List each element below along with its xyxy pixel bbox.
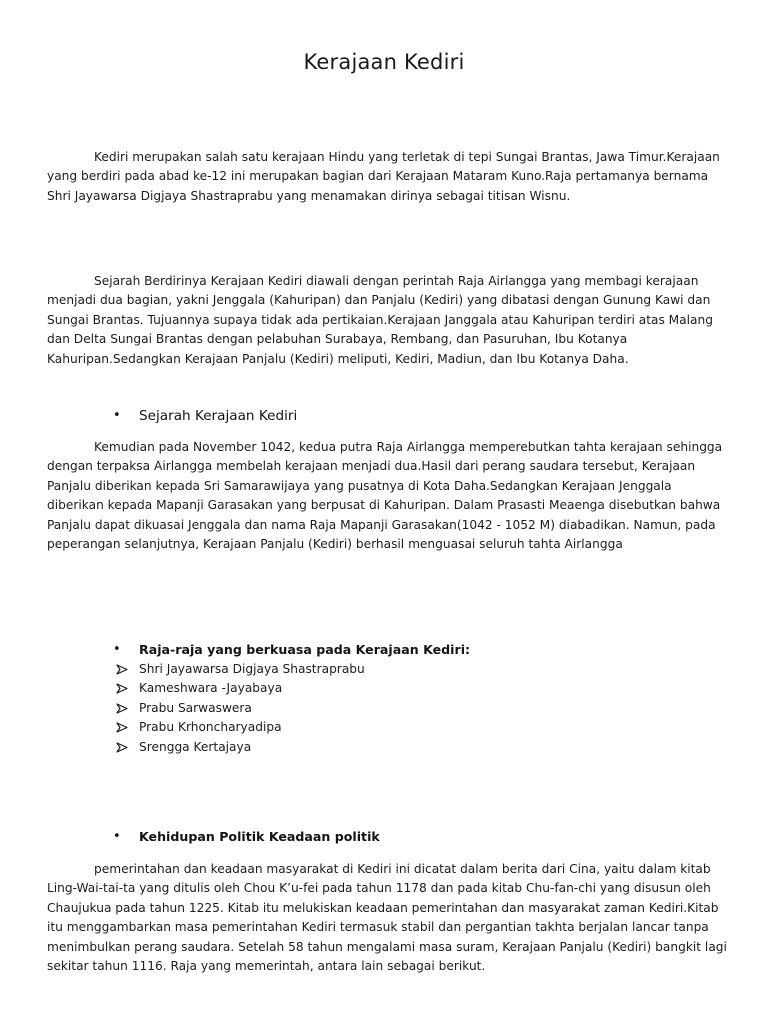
bullet-icon: •: [113, 408, 121, 423]
heading-raja-raja-text: Raja-raja yang berkuasa pada Kerajaan Kediri:: [139, 642, 471, 657]
document-title: Kerajaan Kediri: [303, 50, 465, 74]
paragraph-history: Kemudian pada November 1042, kedua putra Raja Airlangga memperebutkan tahta kerajaan sehingga dengan terpaksa Airlangga membelah kerajaan menjadi dua.Hasil dari perang saudara tersebut, Kerajaan Panjalu diberikan kepada Sri Samarawijaya yang pusatnya di Kota Daha.Sedangkan Kerajaan Jenggala diberikan kepada Mapanji Garasakan yang berpusat di Kahuripan. Dalam Prasasti Meaenga disebutkan bahwa Panjalu dapat dikuasai Jenggala dan nama Raja Mapanji Garasakan(1042 - 1052 M) diabadikan. Namun, pada peperangan selanjutnya, Kerajaan Panjalu (Kediri) berhasil menguasai seluruh tahta Airlangga: [47, 440, 723, 552]
heading-sejarah-text: Sejarah Kerajaan Kediri: [139, 408, 298, 424]
paragraph-intro: Kediri merupakan salah satu kerajaan Hindu yang terletak di tepi Sungai Brantas, Jawa Timur.Kerajaan yang berdiri pada abad ke-12 ini merupakan bagian dari Kerajaan Mataram Kuno.Raja pertamanya bernama Shri Jayawarsa Digjaya Shastraprabu yang menamakan dirinya sebagai titisan Wisnu.: [47, 150, 720, 203]
paragraph-founding: Sejarah Berdirinya Kerajaan Kediri diawali dengan perintah Raja Airlangga yang membagi kerajaan menjadi dua bagian, yakni Jenggala (Kahuripan) dan Panjalu (Kediri) yang dibatasi dengan Gunung Kawi dan Sungai Brantas. Tujuannya supaya tidak ada pertikaian.Kerajaan Janggala atau Kahuripan terdiri atas Malang dan Delta Sungai Brantas dengan pelabuhan Surabaya, Rembang, dan Pasuruhan, Ibu Kotanya Kahuripan.Sedangkan Kerajaan Panjalu (Kediri) meliputi, Kediri, Madiun, dan Ibu Kotanya Daha.: [47, 274, 713, 366]
list-item-text: Shri Jayawarsa Digjaya Shastraprabu: [139, 662, 365, 676]
list-item-text: Srengga Kertajaya: [139, 739, 252, 754]
bullet-icon: •: [113, 642, 121, 657]
list-item-text: Prabu Krhoncharyadipa: [139, 720, 282, 735]
list-item-text: Kameshwara -Jayabaya: [139, 681, 283, 696]
heading-politik-text: Kehidupan Politik Keadaan politik: [139, 829, 380, 844]
paragraph-politics: pemerintahan dan keadaan masyarakat di Kediri ini dicatat dalam berita dari Cina, yaitu dalam kitab Ling-Wai-tai-ta yang ditulis oleh Chou K’u-fei pada tahun 1178 dan pada kitab Chu-fan-chi yang disusun oleh Chaujukua pada tahun 1225. Kitab itu melukiskan keadaan pemerintahan dan masyarakat zaman Kediri.Kitab itu menggambarkan masa pemerintahan Kediri termasuk stabil dan pergantian takhta berjalan lancar tanpa menimbulkan perang saudara. Setelah 58 tahun mengalami masa suram, Kerajaan Panjalu (Kediri) bangkit lagi sekitar tahun 1116. Raja yang memerintah, antara lain sebagai berikut.: [47, 862, 727, 974]
list-item-text: Prabu Sarwaswera: [139, 700, 252, 715]
bullet-icon: •: [113, 829, 121, 844]
